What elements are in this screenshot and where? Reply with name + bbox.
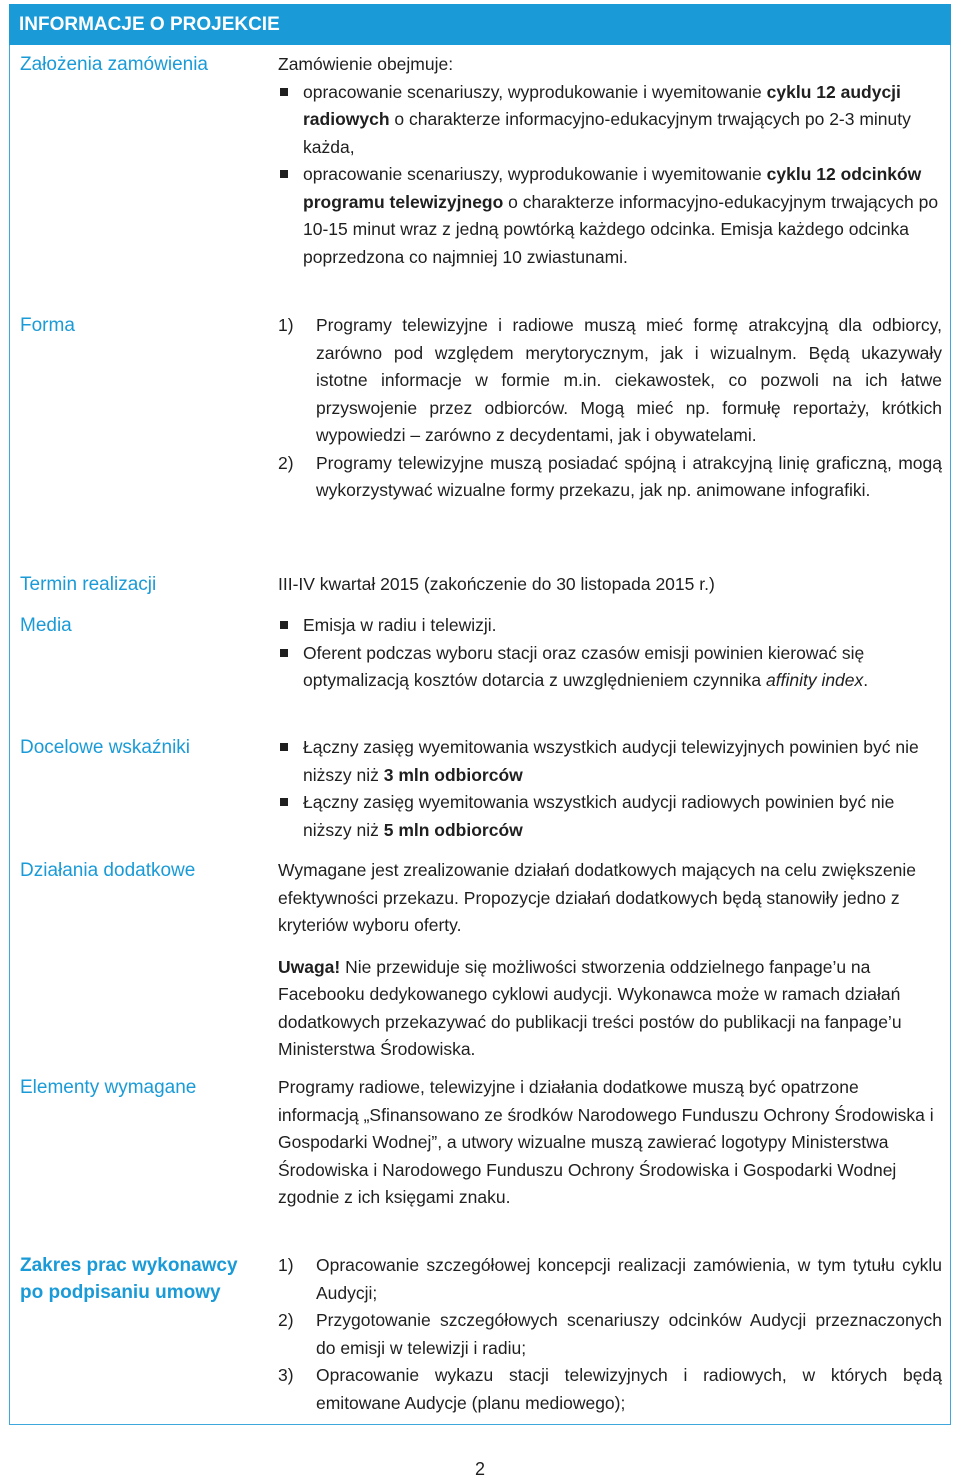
bullet-item: opracowanie scenariuszy, wyprodukowanie i wyemitowanie cyklu 12 audycji radiowych o charakterze informacyjno-edukacyjnym trwających po 2-3 minuty każda, bbox=[278, 79, 942, 162]
section-title: INFORMACJE O PROJEKCIE bbox=[19, 14, 280, 35]
bullet-item: Łączny zasięg wyemitowania wszystkich audycji telewizyjnych powinien być nie niższy niż 3 mln odbiorców bbox=[278, 734, 942, 789]
numbered-item: 1) Opracowanie szczegółowej koncepcji realizacji zamówienia, w tym tytułu cyklu Audycji; bbox=[278, 1255, 942, 1303]
bullet-square-icon bbox=[280, 170, 288, 178]
row-content bbox=[278, 312, 942, 505]
row-label: Działania dodatkowe bbox=[20, 860, 196, 881]
bullet-item: Oferent podczas wyboru stacji oraz czasów emisji powinien kierować się optymalizacją kosztów dotarcia z uwzględnieniem czynnika affinity index. bbox=[278, 640, 942, 695]
numbered-item: 2) Przygotowanie szczegółowych scenariuszy odcinków Audycji przeznaczonych do emisji w telewizji i radiu; bbox=[278, 1310, 942, 1358]
row-label: Założenia zamówienia bbox=[20, 54, 208, 75]
paragraph: Wymagane jest zrealizowanie działań dodatkowych mających na celu zwiększenie efektywności przekazu. Propozycje działań dodatkowych będą stanowiły jedno z kryteriów wyboru oferty. bbox=[278, 860, 916, 935]
bullet-item: Łączny zasięg wyemitowania wszystkich audycji radiowych powinien być nie niższy niż 5 mln odbiorców bbox=[278, 789, 942, 844]
row-label: Elementy wymagane bbox=[20, 1077, 197, 1098]
paragraph: Uwaga! Nie przewiduje się możliwości stworzenia oddzielnego fanpage’u na Facebooku dedykowanego cyklowi audycji. Wykonawca może w ramach działań dodatkowych przekazywać do publikacji treści postów do publikacji na fanpage’u Ministerstwa Środowiska. bbox=[278, 956, 902, 1059]
bullet-square-icon bbox=[280, 88, 288, 96]
document bbox=[9, 4, 951, 1425]
row-label: Forma bbox=[20, 315, 75, 336]
bullet-item: opracowanie scenariuszy, wyprodukowanie i wyemitowanie cyklu 12 odcinków programu telewizyjnego o charakterze informacyjno-edukacyjnym trwających po 10-15 minut wraz z jedną powtórką każdego odcinka. Emisja każdego odcinka poprzedzona co najmniej 10 zwiastunami. bbox=[278, 161, 942, 271]
bullet-square-icon bbox=[280, 621, 288, 629]
row-content bbox=[278, 857, 942, 1064]
section-header bbox=[9, 4, 951, 45]
row-label: Zakres prac wykonawcy po podpisaniu umowy bbox=[20, 1255, 238, 1303]
bullet-square-icon bbox=[280, 798, 288, 806]
numbered-item: 1) Programy telewizyjne i radiowe muszą mieć formę atrakcyjną dla odbiorcy, zarówno pod względem merytorycznym, jak i wizualnym. Będą ukazywały istotne informacje w formie m.in. ciekawostek, co pozwoli na ich łatwe przyswojenie przez odbiorców. Mogą mieć np. formułę reportaży, krótkich wypowiedzi – zarówno z decydentami, jak i obywatelami. bbox=[278, 315, 942, 445]
intro-text: Zamówienie obejmuje: bbox=[278, 54, 454, 74]
row-content: III-IV kwartał 2015 (zakończenie do 30 listopada 2015 r.) bbox=[278, 574, 715, 594]
page-number: 2 bbox=[474, 1459, 485, 1479]
row-content bbox=[278, 734, 942, 844]
numbered-item: 3) Opracowanie wykazu stacji telewizyjnych i radiowych, w których będą emitowane Audycje (planu mediowego); bbox=[278, 1365, 942, 1413]
row-label: Media bbox=[20, 615, 72, 636]
row-content bbox=[278, 51, 942, 271]
row-label: Docelowe wskaźniki bbox=[20, 737, 191, 758]
bullet-item: Emisja w radiu i telewizji. bbox=[278, 612, 942, 640]
row-content: Programy radiowe, telewizyjne i działania dodatkowe muszą być opatrzone informacją „Sfinansowano ze środków Narodowego Funduszu Ochrony Środowiska i Gospodarki Wodnej”, a utwory wizualne muszą zawierać logotypy Ministerstwa Środowiska i Narodowego Funduszu Ochrony Środowiska i Gospodarki Wodnej zgodnie z ich księgami znaku. bbox=[278, 1077, 934, 1207]
row-content bbox=[278, 1252, 942, 1417]
project-info-table bbox=[9, 45, 951, 1425]
row-content bbox=[278, 612, 942, 695]
bullet-square-icon bbox=[280, 649, 288, 657]
bullet-square-icon bbox=[280, 743, 288, 751]
numbered-item: 2) Programy telewizyjne muszą posiadać spójną i atrakcyjną linię graficzną, mogą wykorzystywać wizualne formy przekazu, jak np. animowane infografiki. bbox=[278, 452, 942, 500]
row-label: Termin realizacji bbox=[20, 574, 157, 595]
